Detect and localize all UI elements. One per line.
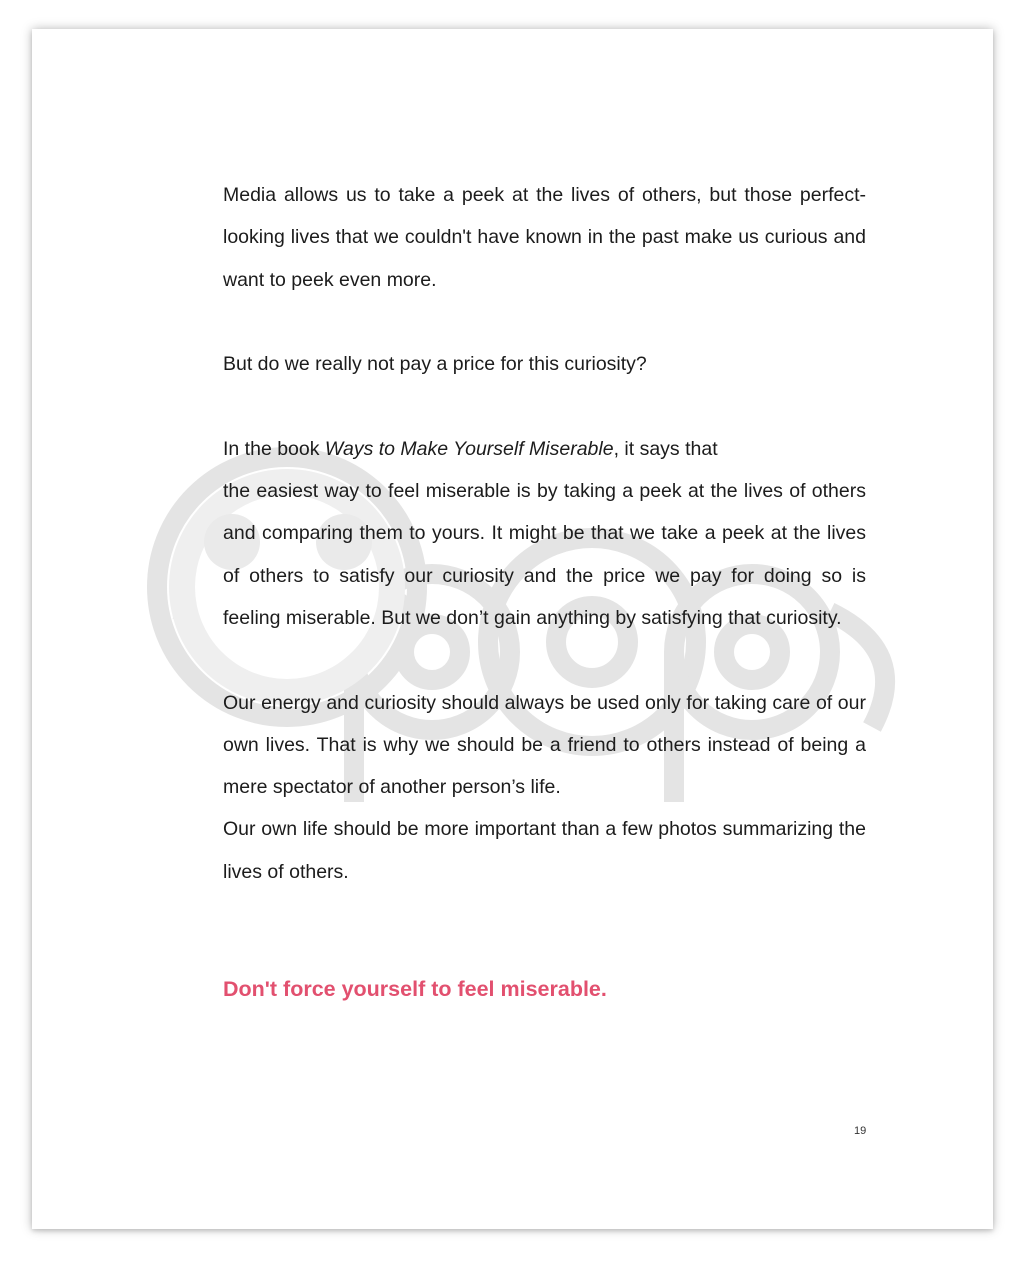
document-page bbox=[32, 29, 993, 1229]
closing-tagline: Don't force yourself to feel miserable. bbox=[223, 977, 607, 1001]
paragraph-energy-curiosity: Our energy and curiosity should always be used only for taking care of our own lives. That is why we should be a friend to others instead of being a mere spectator of another person’s life. bbox=[223, 691, 866, 799]
page-number: 19 bbox=[854, 1125, 867, 1137]
paragraph-miserable-explanation: the easiest way to feel miserable is by taking a peek at the lives of others and comparing them to yours. It might be that we take a peek at the lives of others to satisfy our curiosity and the price we pay for doing so is feeling miserable. But we don’t gain anything by satisfying that curiosity. bbox=[223, 480, 866, 629]
paragraph-media-peek: Media allows us to take a peek at the lives of others, but those perfect-looking lives that we couldn't have known in the past make us curious and want to peek even more. bbox=[223, 184, 866, 291]
body-text bbox=[223, 174, 866, 893]
book-title: Ways to Make Yourself Miserable bbox=[324, 437, 614, 460]
paragraph-book-reference bbox=[223, 428, 866, 470]
book-intro-text: In the book bbox=[223, 437, 325, 460]
paragraph-price-question: But do we really not pay a price for this curiosity? bbox=[223, 353, 647, 376]
paragraph-own-life: Our own life should be more important than a few photos summarizing the lives of others. bbox=[223, 818, 866, 883]
book-intro-tail: , it says that bbox=[613, 437, 718, 460]
